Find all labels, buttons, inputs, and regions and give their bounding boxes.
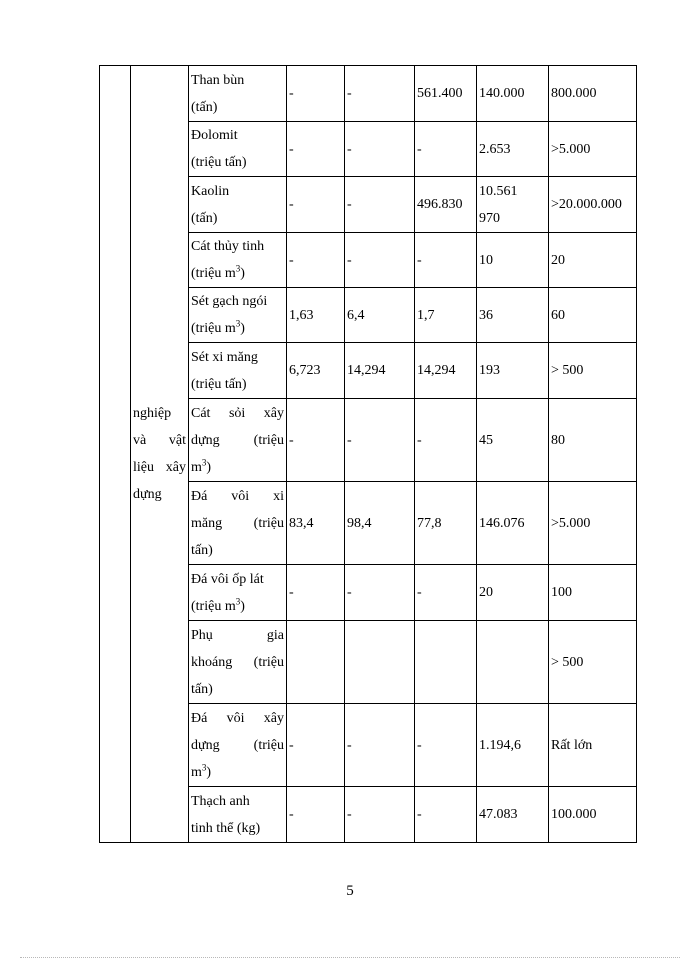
category-line: và vật <box>133 433 186 448</box>
mineral-name-line: Đolomit <box>191 128 238 143</box>
value-cell-c2: 98,4 <box>345 482 415 565</box>
value-cell-c3: 77,8 <box>415 482 477 565</box>
mineral-name-line: Đá vôi xây <box>191 710 284 726</box>
value-cell-c2: - <box>345 66 415 122</box>
value-cell-c5: 20 <box>549 233 637 288</box>
mineral-name-cell <box>189 177 287 233</box>
category-line: dựng <box>133 487 162 502</box>
value-line: 2.653 <box>479 141 511 157</box>
mineral-name-line: $m^3$) <box>191 456 212 475</box>
empty-index-cell <box>100 66 131 843</box>
mineral-name-line: dựng (triệu <box>191 737 284 753</box>
value-cell-c2 <box>345 621 415 704</box>
value-cell-c5: 60 <box>549 288 637 343</box>
value-cell-c4 <box>477 565 549 621</box>
mineral-name-line: Than bùn <box>191 72 245 88</box>
value-cell-c4 <box>477 399 549 482</box>
mineral-name-line: Kaolin <box>191 183 230 199</box>
page-number: 5 <box>346 883 354 899</box>
value-cell-c4 <box>477 233 549 288</box>
value-cell-c3: 496.830 <box>415 177 477 233</box>
value-cell-c2: 14,294 <box>345 343 415 399</box>
value-cell-c1 <box>287 621 345 704</box>
value-cell-c5: >5.000 <box>549 482 637 565</box>
mineral-name-cell <box>189 565 287 621</box>
value-cell-c1: - <box>287 233 345 288</box>
value-cell-c3: - <box>415 787 477 843</box>
mineral-name-line: tấn) <box>191 681 213 697</box>
mineral-name-cell <box>189 482 287 565</box>
mineral-name-line: măng (triệu <box>191 515 284 531</box>
value-cell-c4 <box>477 704 549 787</box>
value-cell-c2: - <box>345 122 415 177</box>
mineral-name-line: tinh thể (kg) <box>191 820 261 836</box>
value-line: 146.076 <box>479 515 525 531</box>
value-cell-c1: - <box>287 399 345 482</box>
value-cell-c2: 6,4 <box>345 288 415 343</box>
mineral-name-line: Thạch anh <box>191 793 250 809</box>
value-cell-c1: 83,4 <box>287 482 345 565</box>
value-cell-c1: 1,63 <box>287 288 345 343</box>
mineral-name-line: dựng (triệu <box>191 432 284 448</box>
value-line: 10.561 <box>479 183 518 199</box>
value-cell-c2: - <box>345 565 415 621</box>
mineral-name-cell <box>189 343 287 399</box>
value-cell-c4 <box>477 621 549 704</box>
value-cell-c3 <box>415 621 477 704</box>
mineral-name-line: Đá vôi ốp lát <box>191 571 264 587</box>
value-cell-c2: - <box>345 233 415 288</box>
mineral-resources-table <box>99 65 637 843</box>
value-line: 140.000 <box>479 86 525 101</box>
value-cell-c4 <box>477 66 549 122</box>
value-line: 36 <box>479 307 493 323</box>
value-cell-c3: - <box>415 399 477 482</box>
mineral-name-line: (triệu tấn) <box>191 376 247 392</box>
mineral-name-cell <box>189 621 287 704</box>
mineral-name-line: tấn) <box>191 542 213 558</box>
mineral-name-line: (triệu $m^3$) <box>191 595 245 614</box>
mineral-name-line: Đá vôi xi <box>191 488 284 504</box>
value-cell-c4 <box>477 787 549 843</box>
value-cell-c5: Rất lớn <box>549 704 637 787</box>
mineral-name-cell <box>189 787 287 843</box>
value-cell-c1: 6,723 <box>287 343 345 399</box>
table-row <box>100 66 637 122</box>
value-cell-c3: - <box>415 565 477 621</box>
mineral-name-line: (tấn) <box>191 99 218 115</box>
value-line: 1.194,6 <box>479 737 521 753</box>
value-cell-c3: - <box>415 233 477 288</box>
value-cell-c4 <box>477 177 549 233</box>
mineral-name-line: Cát thủy tinh <box>191 239 265 254</box>
value-cell-c1: - <box>287 66 345 122</box>
value-cell-c3: 561.400 <box>415 66 477 122</box>
value-cell-c2: - <box>345 704 415 787</box>
value-line: 45 <box>479 432 493 448</box>
mineral-name-line: Phụ gia <box>191 627 284 643</box>
mineral-name-line: Sét gạch ngói <box>191 294 268 309</box>
mineral-name-line: (triệu $m^3$) <box>191 263 245 281</box>
value-cell-c5: >20.000.000 <box>549 177 637 233</box>
value-cell-c2: - <box>345 399 415 482</box>
value-cell-c3: 1,7 <box>415 288 477 343</box>
mineral-name-line: khoáng (triệu <box>191 654 284 670</box>
value-cell-c4 <box>477 122 549 177</box>
value-cell-c4 <box>477 343 549 399</box>
category-line: liệu xây <box>133 460 186 475</box>
value-cell-c1: - <box>287 177 345 233</box>
mineral-name-cell <box>189 122 287 177</box>
value-cell-c3: - <box>415 704 477 787</box>
value-line: 47.083 <box>479 807 518 822</box>
value-line: 10 <box>479 252 493 268</box>
value-cell-c5: 100 <box>549 565 637 621</box>
mineral-name-line: $m^3$) <box>191 761 212 780</box>
value-cell-c4 <box>477 288 549 343</box>
category-line: nghiệp <box>133 406 172 421</box>
value-cell-c3: 14,294 <box>415 343 477 399</box>
value-cell-c5: 100.000 <box>549 787 637 843</box>
value-cell-c2: - <box>345 177 415 233</box>
mineral-name-cell <box>189 399 287 482</box>
mineral-name-line: (triệu tấn) <box>191 155 247 170</box>
value-cell-c5: > 500 <box>549 621 637 704</box>
mineral-name-line: (triệu $m^3$) <box>191 318 245 336</box>
value-cell-c4 <box>477 482 549 565</box>
mineral-name-cell <box>189 233 287 288</box>
value-cell-c5: 80 <box>549 399 637 482</box>
mineral-name-cell <box>189 288 287 343</box>
value-cell-c1: - <box>287 787 345 843</box>
value-cell-c5: 800.000 <box>549 66 637 122</box>
value-cell-c1: - <box>287 704 345 787</box>
category-cell <box>131 66 189 843</box>
value-cell-c2: - <box>345 787 415 843</box>
value-cell-c1: - <box>287 122 345 177</box>
value-line: 970 <box>479 210 500 226</box>
footer-divider <box>20 957 680 958</box>
value-cell-c3: - <box>415 122 477 177</box>
mineral-name-cell <box>189 704 287 787</box>
value-cell-c1: - <box>287 565 345 621</box>
value-cell-c5: >5.000 <box>549 122 637 177</box>
mineral-name-cell <box>189 66 287 122</box>
mineral-name-line: (tấn) <box>191 210 218 226</box>
value-line: 20 <box>479 585 493 600</box>
mineral-name-line: Cát sỏi xây <box>191 405 284 421</box>
value-line: 193 <box>479 363 500 378</box>
value-cell-c5: > 500 <box>549 343 637 399</box>
mineral-name-line: Sét xi măng <box>191 349 258 365</box>
